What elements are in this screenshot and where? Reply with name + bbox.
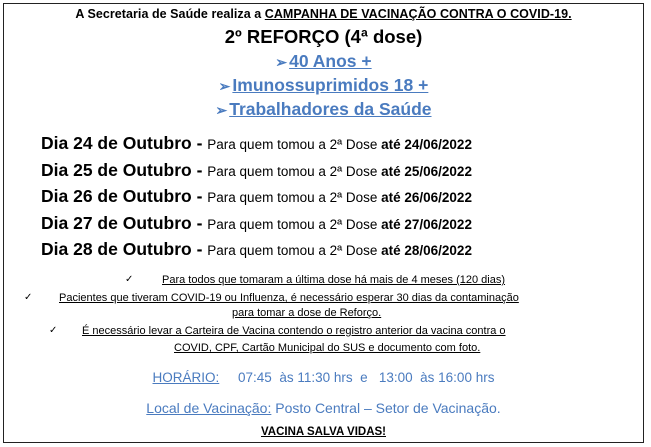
group-label: Trabalhadores da Saúde (229, 99, 432, 119)
schedule-day: Dia 26 de Outubro (41, 186, 192, 206)
note-text: É necessário levar a Carteira de Vacina contendo o registro anterior da vacina contra o (82, 325, 506, 337)
schedule-deadline: até 24/06/2022 (381, 137, 472, 152)
campaign-name: CAMPANHA DE VACINAÇÃO CONTRA O COVID-19. (264, 7, 572, 21)
schedule-row (41, 212, 641, 239)
schedule-list (41, 132, 641, 265)
location-value: Posto Central – Setor de Vacinação. (271, 400, 501, 416)
schedule-separator: - (191, 212, 208, 233)
check-icon: ✓ (125, 274, 134, 285)
schedule-day: Dia 27 de Outubro (41, 212, 192, 233)
check-icon: ✓ (49, 325, 58, 336)
schedule-text: Para quem tomou a 2ª Dose (207, 190, 382, 205)
note-text: COVID, CPF, Cartão Municipal do SUS e documento com foto. (174, 342, 481, 354)
group-item (4, 97, 643, 121)
schedule-deadline: até 27/06/2022 (381, 216, 472, 232)
schedule-day: Dia 24 de Outubro (41, 133, 192, 153)
schedule-deadline: até 25/06/2022 (381, 163, 472, 179)
schedule-row (41, 185, 641, 212)
schedule-day: Dia 25 de Outubro (41, 159, 192, 180)
hours-label: HORÁRIO: (152, 370, 220, 385)
closing-slogan: VACINA SALVA VIDAS! (260, 426, 386, 438)
target-groups (4, 49, 643, 121)
arrow-bullet-icon: ➢ (218, 78, 231, 94)
schedule-row (41, 159, 641, 186)
schedule-deadline: até 28/06/2022 (381, 243, 472, 258)
header-prefix: A Secretaria de Saúde realiza a (75, 7, 265, 21)
note-text: para tomar a dose de Reforço. (232, 307, 382, 319)
schedule-row (41, 238, 641, 265)
check-icon: ✓ (24, 292, 33, 303)
vaccination-location (4, 400, 643, 416)
group-item (4, 49, 643, 73)
schedule-separator: - (191, 186, 208, 206)
schedule-hours (4, 370, 643, 385)
schedule-text: Para quem tomou a 2ª Dose (207, 137, 382, 152)
note-text: Pacientes que tiveram COVID-19 ou Influenza, é necessário esperar 30 dias da contaminação (59, 292, 519, 304)
group-label: Imunossuprimidos 18 + (232, 75, 429, 95)
hours-value: 07:45 às 11:30 hrs e 13:00 às 16:00 hrs (219, 370, 495, 385)
poster (3, 3, 644, 443)
arrow-bullet-icon: ➢ (215, 102, 228, 118)
schedule-day: Dia 28 de Outubro (41, 239, 192, 259)
location-label: Local de Vacinação: (146, 400, 272, 416)
group-item (4, 73, 643, 97)
schedule-text: Para quem tomou a 2ª Dose (207, 243, 382, 258)
header (4, 7, 643, 21)
group-label: 40 Anos + (289, 51, 372, 71)
schedule-text: Para quem tomou a 2ª Dose (207, 216, 382, 232)
schedule-row (41, 132, 641, 159)
schedule-separator: - (191, 239, 208, 259)
schedule-separator: - (191, 133, 208, 153)
page-title: 2º REFORÇO (4ª dose) (224, 26, 423, 47)
note-text: Para todos que tomaram a última dose há mais de 4 meses (120 dias) (162, 274, 506, 286)
schedule-text: Para quem tomou a 2ª Dose (207, 163, 382, 179)
arrow-bullet-icon: ➢ (275, 54, 288, 70)
schedule-deadline: até 26/06/2022 (381, 190, 472, 205)
schedule-separator: - (191, 159, 208, 180)
